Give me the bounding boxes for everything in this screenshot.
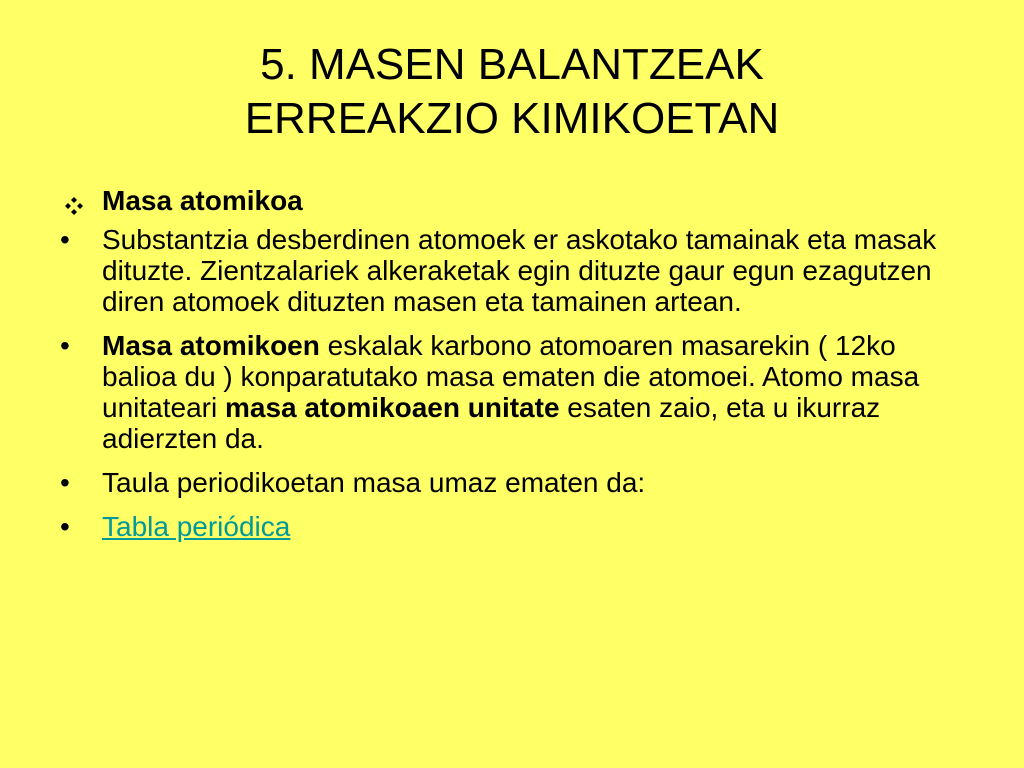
bullet-dot-icon: • [60,467,70,498]
slide-content [60,185,970,555]
bullet-item-2 [60,330,970,454]
bullet-dot-icon: • [60,224,70,255]
four-diamond-bullet-icon [64,191,94,222]
bullet-dot-icon: • [60,330,70,361]
bullet-item-3 [60,467,970,498]
slide-title [0,38,1024,146]
bullet-1-text: Substantzia desberdinen atomoek er askotako tamainak eta masak dituzte. Zientzalariek alkeraketak egin dituzte gaur egun ezagutzen diren atomoek dituzten masen eta tamainen artean. [102,224,937,317]
bullet-2-text-part-2: esaten zaio, eta u ikurraz adierzten da. [102,392,881,454]
title-line-2: ERREAKZIO KIMIKOETAN [244,94,780,143]
bullet-item-1 [60,224,970,317]
bullet-2-bold-term: Masa atomikoen [102,330,320,361]
bullet-2-text-part-1: eskalak karbono atomoaren masarekin ( 12ko balioa du ) konparatutako masa ematen die atomoei. Atomo masa unitateari [102,330,920,423]
periodic-table-link[interactable]: Tabla periódica [102,511,291,542]
bullet-3-text: Taula periodikoetan masa umaz ematen da: [102,467,646,498]
section-heading [60,185,970,216]
bullet-dot-icon: • [60,511,70,542]
bullet-2-bold-unit: masa atomikoaen unitate [224,392,560,423]
title-line-1: 5. MASEN BALANTZEAK [260,40,764,89]
bullet-item-4 [60,511,970,542]
section-heading-text: Masa atomikoa [102,185,303,216]
